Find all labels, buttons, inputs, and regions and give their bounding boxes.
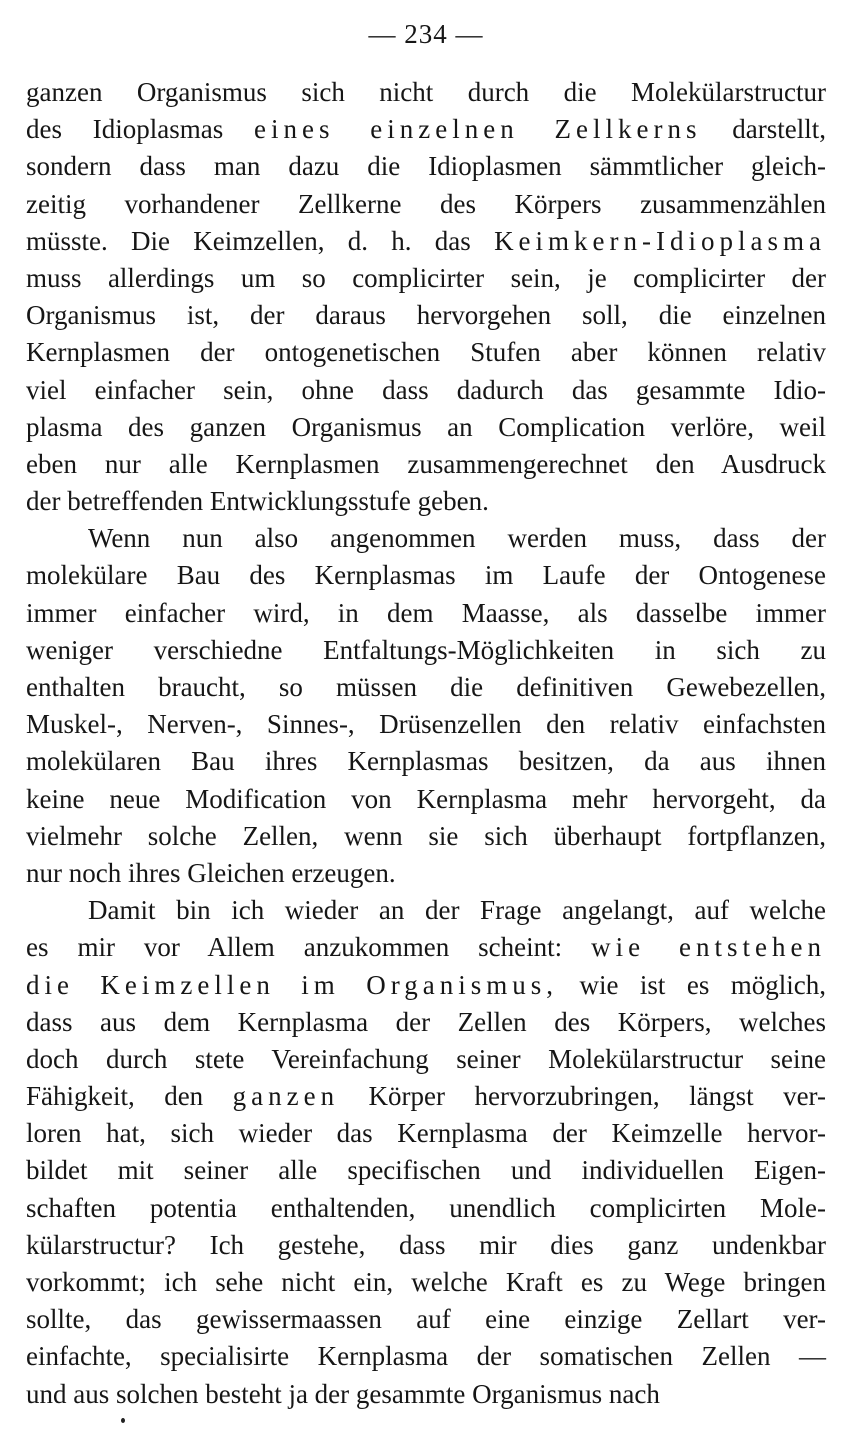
text-line	[26, 297, 826, 334]
text-run: zeitig vorhandener Zellkerne des Körpers zusammenzählen	[26, 188, 826, 219]
text-run: der betreffenden Entwicklungsstufe geben.	[26, 486, 489, 517]
text-line	[26, 1152, 826, 1189]
text-line	[26, 706, 826, 743]
text-run: plasma des ganzen Organismus an Complication verlöre, weil	[26, 411, 826, 442]
text-line	[26, 223, 826, 260]
text-run: darstellt,	[701, 114, 826, 145]
text-run: vorkommt; ich sehe nicht ein, welche Kraft es zu Wege bringen	[26, 1267, 826, 1297]
text-line	[26, 334, 826, 371]
text-run: külarstructur? Ich gestehe, dass mir dies ganz undenkbar	[26, 1229, 826, 1260]
text-run: Kernplasmen der ontogenetischen Stufen aber können relativ	[26, 337, 826, 368]
text-line	[26, 781, 826, 818]
text-line	[26, 1041, 826, 1078]
text-run: nur noch ihres Gleichen erzeugen.	[26, 857, 396, 888]
text-line	[26, 1004, 826, 1041]
text-run: viel einfacher sein, ohne dass dadurch das gesammte Idio-	[26, 374, 826, 405]
paragraph	[26, 892, 826, 1413]
text-run: immer einfacher wird, in dem Maasse, als dasselbe immer	[26, 597, 826, 628]
text-run: weniger verschiedne Entfaltungs-Möglichkeiten in sich zu	[26, 634, 826, 665]
text-line	[26, 1376, 826, 1413]
text-line	[26, 743, 826, 780]
text-run: und aus solchen besteht ja der gesammte Organismus nach	[26, 1378, 660, 1409]
text-run: keine neue Modification von Kernplasma mehr hervorgeht, da	[26, 783, 826, 814]
text-run: Muskel-, Nerven-, Sinnes-, Drüsenzellen den relativ einfachsten	[26, 709, 826, 740]
emphasized-text: eines einzelnen Zellkerns	[254, 114, 702, 145]
text-line	[26, 1301, 826, 1338]
text-line	[26, 111, 826, 148]
text-run: vielmehr solche Zellen, wenn sie sich überhaupt fortpflanzen,	[26, 820, 826, 851]
text-run: ganzen Organismus sich nicht durch die Molekülarstructur	[26, 77, 826, 107]
text-line	[26, 557, 826, 594]
text-run: Wenn nun also angenommen werden muss, dass der	[88, 523, 826, 554]
text-run: dass aus dem Kernplasma der Zellen des Körpers, welches	[26, 1006, 826, 1037]
text-run: loren hat, sich wieder das Kernplasma der Keimzelle hervor-	[26, 1118, 826, 1149]
text-line	[26, 1078, 826, 1115]
text-run: enthalten braucht, so müssen die definitiven Gewebezellen,	[26, 672, 826, 702]
text-run: des Idioplasmas	[26, 114, 255, 145]
emphasized-text: Keimkern-Idioplasma	[494, 225, 826, 256]
text-line	[26, 186, 826, 223]
text-run: es mir vor Allem anzukommen scheint:	[26, 932, 592, 963]
text-run: Fähigkeit, den	[26, 1081, 233, 1112]
text-line	[26, 632, 826, 669]
text-run: sollte, das gewissermaassen auf eine einzige Zellart ver-	[26, 1304, 826, 1335]
text-line	[26, 1264, 826, 1301]
text-line	[26, 1190, 826, 1227]
text-run: Organismus ist, der daraus hervorgehen soll, die einzelnen	[26, 300, 826, 331]
emphasized-text: wie entstehen	[591, 932, 826, 963]
text-line	[26, 483, 826, 520]
text-run: wie ist es möglich,	[558, 969, 826, 1000]
paragraph	[26, 74, 826, 520]
text-line	[26, 929, 826, 966]
text-line	[26, 1338, 826, 1375]
text-line	[26, 967, 826, 1004]
text-run: schaften potentia enthaltenden, unendlich complicirten Mole-	[26, 1192, 826, 1223]
text-line	[26, 260, 826, 297]
ink-speck	[121, 1418, 125, 1423]
text-run: einfachte, specialisirte Kernplasma der somatischen Zellen —	[26, 1341, 826, 1372]
text-run: Damit bin ich wieder an der Frage angelangt, auf welche	[88, 895, 826, 926]
text-line	[26, 818, 826, 855]
text-run: eben nur alle Kernplasmen zusammengerechnet den Ausdruck	[26, 448, 826, 479]
text-run: sondern dass man dazu die Idioplasmen sämmtlicher gleich-	[26, 151, 826, 182]
text-line	[26, 1115, 826, 1152]
text-run: Körper hervorzubringen, längst ver-	[339, 1081, 826, 1112]
paragraph	[26, 520, 826, 892]
text-run: bildet mit seiner alle specifischen und individuellen Eigen-	[26, 1155, 826, 1186]
text-run: molekülare Bau des Kernplasmas im Laufe der Ontogenese	[26, 560, 826, 591]
text-line	[26, 855, 826, 892]
emphasized-text: ganzen	[232, 1081, 340, 1112]
text-run: muss allerdings um so complicirter sein, je complicirter der	[26, 262, 826, 293]
emphasized-text: die Keimzellen im Organismus,	[26, 969, 559, 1000]
text-line	[26, 669, 826, 706]
page-number: — 234 —	[368, 19, 484, 49]
text-line	[26, 148, 826, 185]
text-line	[26, 372, 826, 409]
text-line	[26, 409, 826, 446]
text-line	[26, 446, 826, 483]
text-line	[26, 1227, 826, 1264]
text-run: molekülaren Bau ihres Kernplasmas besitzen, da aus ihnen	[26, 746, 826, 777]
text-line	[26, 520, 826, 557]
book-page	[26, 0, 826, 1439]
text-run: doch durch stete Vereinfachung seiner Molekülarstructur seine	[26, 1043, 826, 1074]
body-text	[26, 74, 826, 1413]
text-line	[26, 74, 826, 111]
text-run: müsste. Die Keimzellen, d. h. das	[26, 225, 495, 256]
text-line	[26, 892, 826, 929]
text-line	[26, 595, 826, 632]
